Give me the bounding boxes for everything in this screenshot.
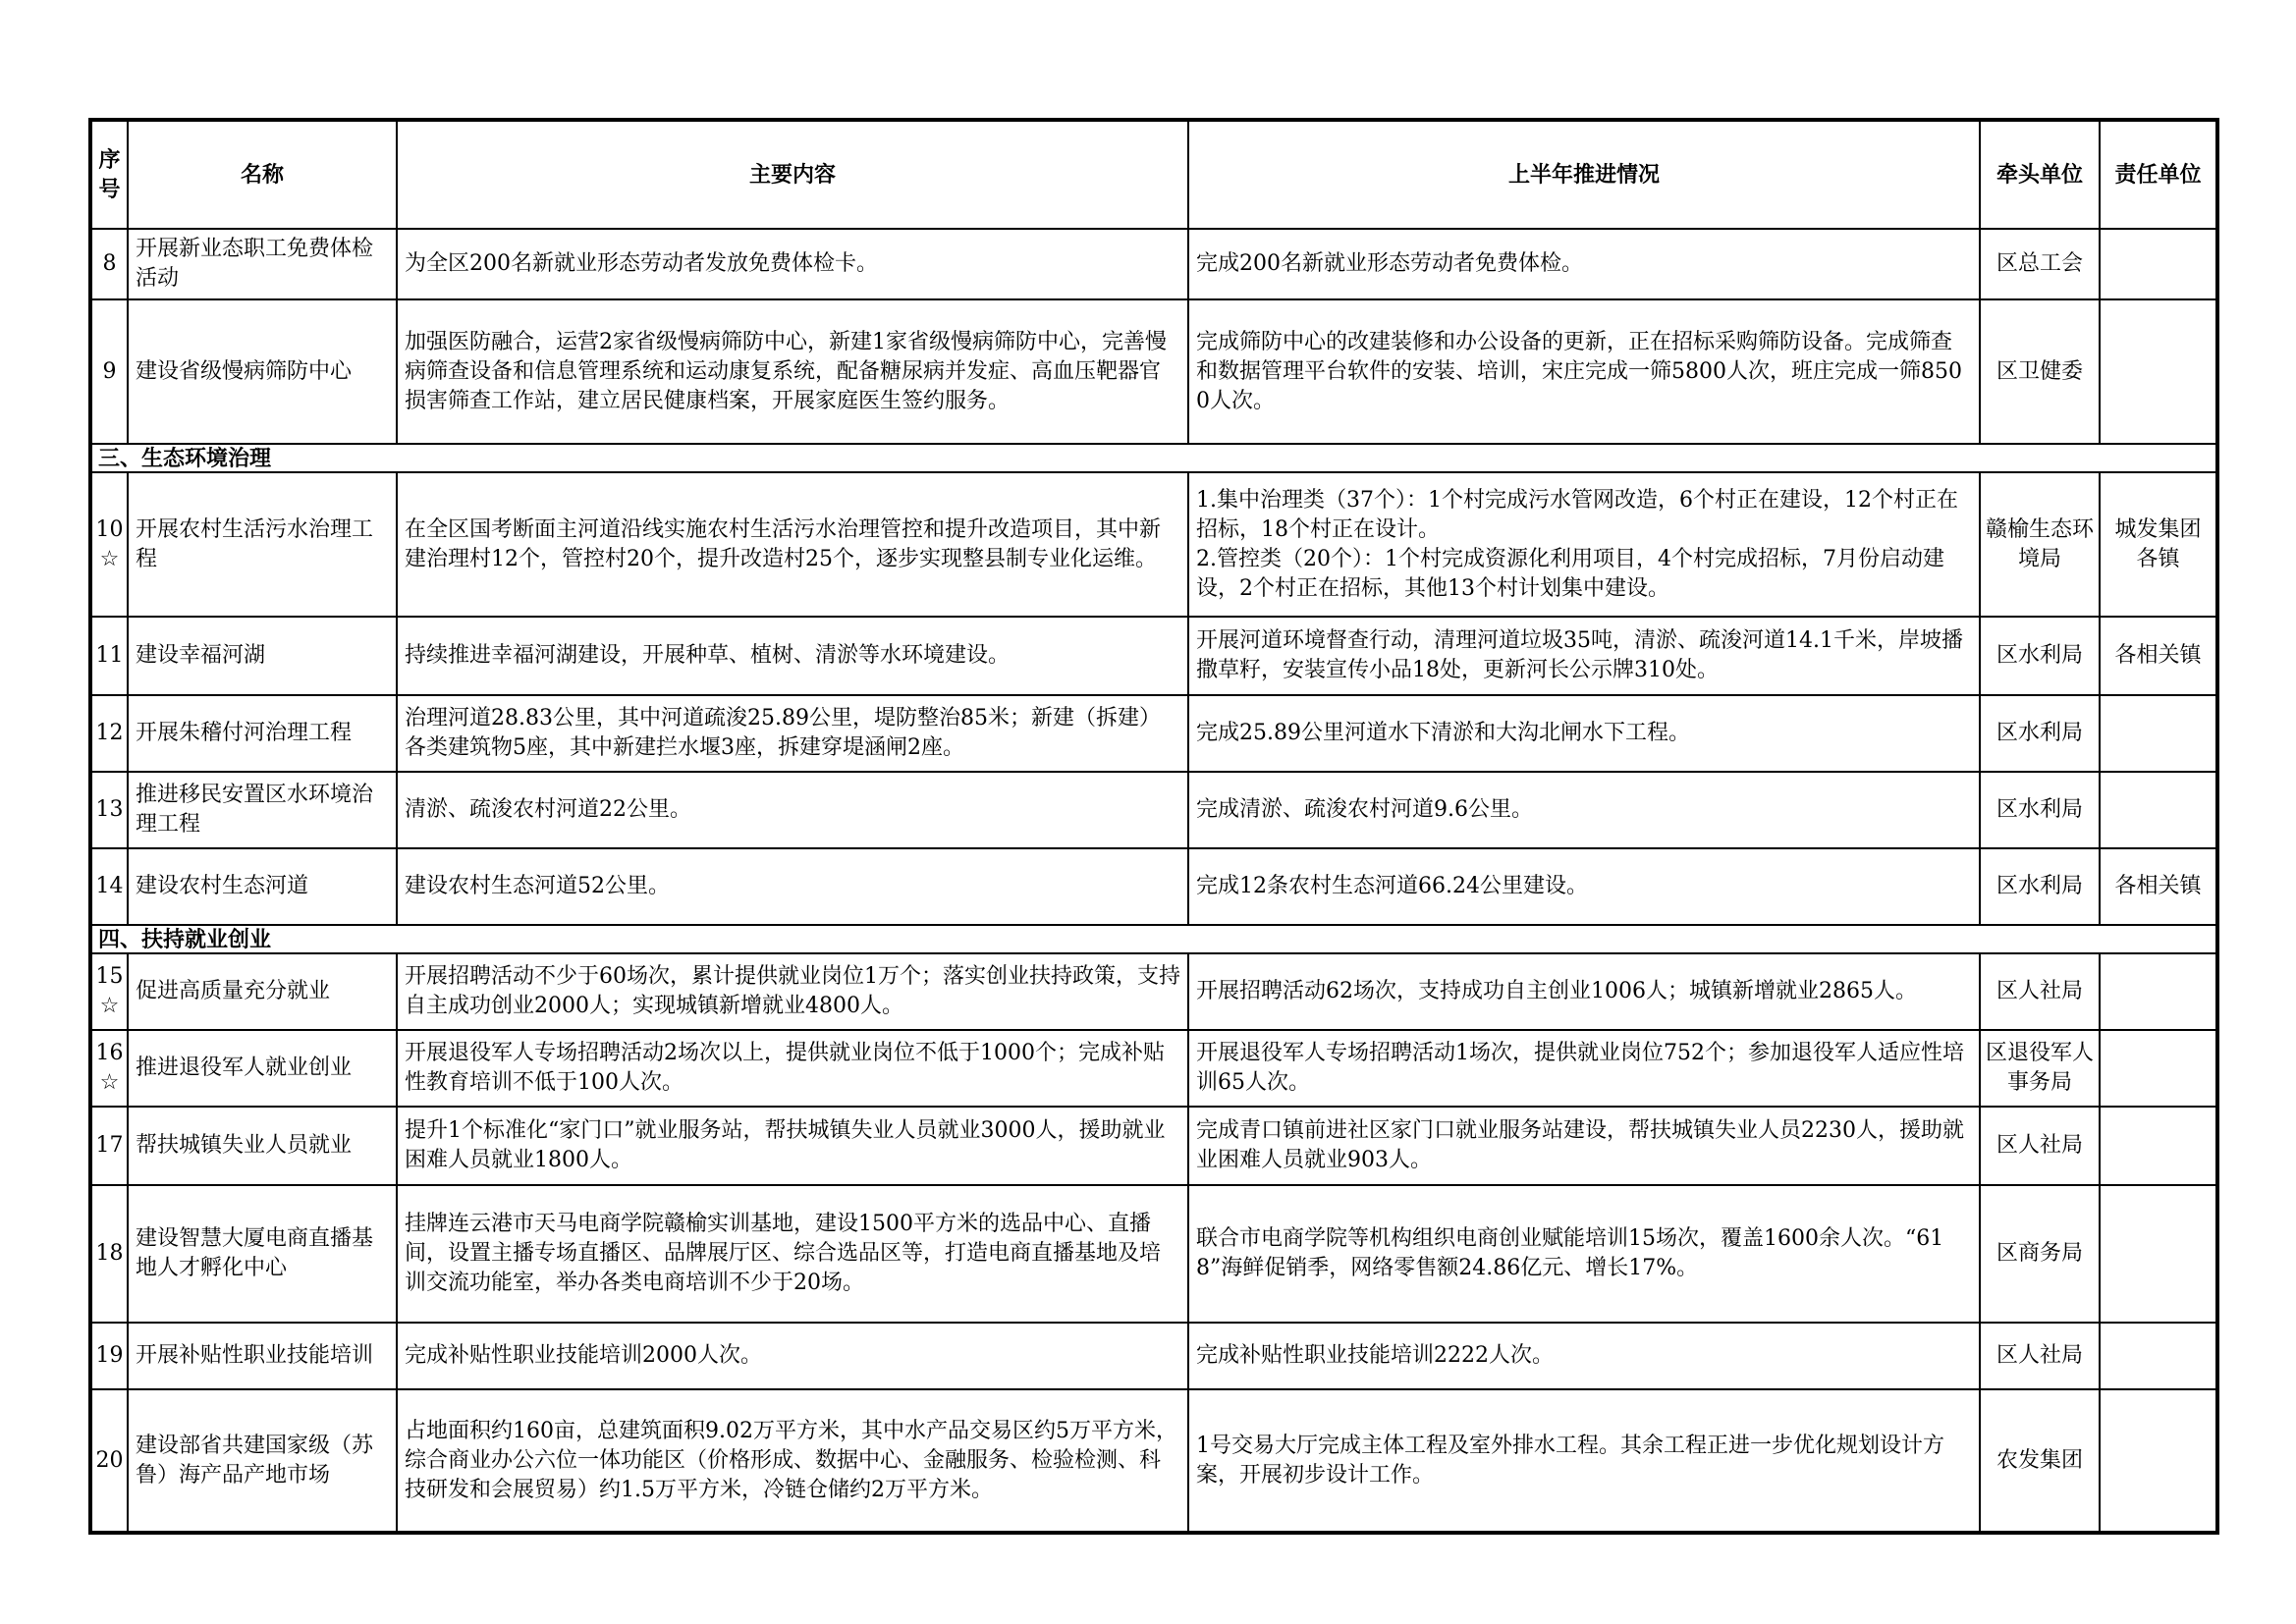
- row-lead-unit: 区商务局: [1980, 1185, 2100, 1323]
- row-name: 开展新业态职工免费体检活动: [128, 229, 397, 299]
- row-progress: 完成补贴性职业技能培训2222人次。: [1188, 1323, 1980, 1389]
- row-name: 推进退役军人就业创业: [128, 1030, 397, 1107]
- row-name: 建设农村生态河道: [128, 848, 397, 925]
- row-progress: 完成12条农村生态河道66.24公里建设。: [1188, 848, 1980, 925]
- row-name: 建设省级慢病筛防中心: [128, 299, 397, 444]
- header-lead: 牵头单位: [1980, 120, 2100, 229]
- row-content: 持续推进幸福河湖建设，开展种草、植树、清淤等水环境建设。: [397, 617, 1188, 695]
- row-progress: 完成筛防中心的改建装修和办公设备的更新，正在招标采购筛防设备。完成筛查和数据管理平台软件的安装、培训，宋庄完成一筛5800人次，班庄完成一筛8500人次。: [1188, 299, 1980, 444]
- star-icon: ☆: [99, 1070, 120, 1095]
- table-row: [90, 772, 2217, 848]
- star-icon: ☆: [99, 546, 120, 571]
- row-content: 提升1个标准化“家门口”就业服务站，帮扶城镇失业人员就业3000人，援助就业困难人员就业1800人。: [397, 1107, 1188, 1185]
- table-row: [90, 472, 2217, 617]
- section-heading: 四、扶持就业创业: [90, 925, 2217, 953]
- row-lead-unit: 区人社局: [1980, 1107, 2100, 1185]
- row-name: 促进高质量充分就业: [128, 953, 397, 1030]
- row-responsible-unit: [2100, 695, 2217, 772]
- table-row: [90, 299, 2217, 444]
- table-header-row: [90, 120, 2217, 229]
- row-lead-unit: 区人社局: [1980, 953, 2100, 1030]
- row-responsible-unit: 各相关镇: [2100, 617, 2217, 695]
- table-row: [90, 953, 2217, 1030]
- header-resp: 责任单位: [2100, 120, 2217, 229]
- row-name: 建设智慧大厦电商直播基地人才孵化中心: [128, 1185, 397, 1323]
- table-row: [90, 229, 2217, 299]
- header-seq: 序号: [90, 120, 128, 229]
- row-name: 建设幸福河湖: [128, 617, 397, 695]
- row-lead-unit: 农发集团: [1980, 1389, 2100, 1533]
- row-responsible-unit: [2100, 1030, 2217, 1107]
- row-content: 挂牌连云港市天马电商学院赣榆实训基地，建设1500平方米的选品中心、直播间，设置主播专场直播区、品牌展厅区、综合选品区等，打造电商直播基地及培训交流功能室，举办各类电商培训不少于20场。: [397, 1185, 1188, 1323]
- section-row: [90, 444, 2217, 472]
- table-row: [90, 1107, 2217, 1185]
- row-seq: 17: [90, 1107, 128, 1185]
- table-row: [90, 695, 2217, 772]
- work-plan-table: [88, 118, 2219, 1535]
- row-name: 开展朱稽付河治理工程: [128, 695, 397, 772]
- row-content: 占地面积约160亩，总建筑面积9.02万平方米，其中水产品交易区约5万平方米，综合商业办公六位一体功能区（价格形成、数据中心、金融服务、检验检测、科技研发和会展贸易）约1.5万平方米，冷链仓储约2万平方米。: [397, 1389, 1188, 1533]
- section-heading: 三、生态环境治理: [90, 444, 2217, 472]
- row-progress: 1.集中治理类（37个）：1个村完成污水管网改造，6个村正在建设，12个村正在招标，18个村正在设计。 2.管控类（20个）：1个村完成资源化利用项目，4个村完成招标，7月份启动建设，2个村正在招标，其他13个村计划集中建设。: [1188, 472, 1980, 617]
- row-name: 帮扶城镇失业人员就业: [128, 1107, 397, 1185]
- row-seq: 13: [90, 772, 128, 848]
- row-responsible-unit: [2100, 953, 2217, 1030]
- header-content: 主要内容: [397, 120, 1188, 229]
- row-progress: 完成200名新就业形态劳动者免费体检。: [1188, 229, 1980, 299]
- row-content: 在全区国考断面主河道沿线实施农村生活污水治理管控和提升改造项目，其中新建治理村12个，管控村20个，提升改造村25个，逐步实现整县制专业化运维。: [397, 472, 1188, 617]
- star-icon: ☆: [99, 994, 120, 1018]
- table-row: [90, 1389, 2217, 1533]
- row-lead-unit: 区水利局: [1980, 617, 2100, 695]
- row-seq: 8: [90, 229, 128, 299]
- row-content: 为全区200名新就业形态劳动者发放免费体检卡。: [397, 229, 1188, 299]
- row-responsible-unit: [2100, 772, 2217, 848]
- header-progress: 上半年推进情况: [1188, 120, 1980, 229]
- table-row: [90, 617, 2217, 695]
- row-seq: 12: [90, 695, 128, 772]
- row-lead-unit: 区卫健委: [1980, 299, 2100, 444]
- row-lead-unit: 区退役军人事务局: [1980, 1030, 2100, 1107]
- table-row: [90, 1185, 2217, 1323]
- row-progress: 开展退役军人专场招聘活动1场次，提供就业岗位752个；参加退役军人适应性培训65人次。: [1188, 1030, 1980, 1107]
- row-content: 治理河道28.83公里，其中河道疏浚25.89公里，堤防整治85米；新建（拆建）各类建筑物5座，其中新建拦水堰3座，拆建穿堤涵闸2座。: [397, 695, 1188, 772]
- row-name: 开展农村生活污水治理工程: [128, 472, 397, 617]
- row-lead-unit: 区人社局: [1980, 1323, 2100, 1389]
- row-content: 开展退役军人专场招聘活动2场次以上，提供就业岗位不低于1000个；完成补贴性教育培训不低于100人次。: [397, 1030, 1188, 1107]
- table-row: [90, 1030, 2217, 1107]
- row-seq: 11: [90, 617, 128, 695]
- row-name: 推进移民安置区水环境治理工程: [128, 772, 397, 848]
- table-body: [90, 229, 2217, 1533]
- row-content: 清淤、疏浚农村河道22公里。: [397, 772, 1188, 848]
- row-progress: 开展河道环境督查行动，清理河道垃圾35吨，清淤、疏浚河道14.1千米，岸坡播撒草籽，安装宣传小品18处，更新河长公示牌310处。: [1188, 617, 1980, 695]
- row-responsible-unit: [2100, 229, 2217, 299]
- row-progress: 1号交易大厅完成主体工程及室外排水工程。其余工程正进一步优化规划设计方案，开展初步设计工作。: [1188, 1389, 1980, 1533]
- header-name: 名称: [128, 120, 397, 229]
- row-lead-unit: 区总工会: [1980, 229, 2100, 299]
- row-name: 开展补贴性职业技能培训: [128, 1323, 397, 1389]
- row-content: 加强医防融合，运营2家省级慢病筛防中心，新建1家省级慢病筛防中心，完善慢病筛查设备和信息管理系统和运动康复系统，配备糖尿病并发症、高血压靶器官损害筛查工作站，建立居民健康档案，开展家庭医生签约服务。: [397, 299, 1188, 444]
- row-lead-unit: 赣榆生态环境局: [1980, 472, 2100, 617]
- row-responsible-unit: [2100, 1323, 2217, 1389]
- table-row: [90, 1323, 2217, 1389]
- row-progress: 联合市电商学院等机构组织电商创业赋能培训15场次，覆盖1600余人次。“618”海鲜促销季，网络零售额24.86亿元、增长17%。: [1188, 1185, 1980, 1323]
- row-name: 建设部省共建国家级（苏鲁）海产品产地市场: [128, 1389, 397, 1533]
- row-progress: 开展招聘活动62场次，支持成功自主创业1006人；城镇新增就业2865人。: [1188, 953, 1980, 1030]
- row-progress: 完成青口镇前进社区家门口就业服务站建设，帮扶城镇失业人员2230人，援助就业困难人员就业903人。: [1188, 1107, 1980, 1185]
- row-content: 开展招聘活动不少于60场次，累计提供就业岗位1万个；落实创业扶持政策，支持自主成功创业2000人；实现城镇新增就业4800人。: [397, 953, 1188, 1030]
- row-content: 建设农村生态河道52公里。: [397, 848, 1188, 925]
- row-seq: 10 ☆: [90, 472, 128, 617]
- row-seq: 14: [90, 848, 128, 925]
- row-progress: 完成清淤、疏浚农村河道9.6公里。: [1188, 772, 1980, 848]
- row-content: 完成补贴性职业技能培训2000人次。: [397, 1323, 1188, 1389]
- row-lead-unit: 区水利局: [1980, 695, 2100, 772]
- table-row: [90, 848, 2217, 925]
- row-responsible-unit: [2100, 1107, 2217, 1185]
- row-seq: 16 ☆: [90, 1030, 128, 1107]
- work-plan-table-sheet: [88, 118, 2215, 1535]
- row-progress: 完成25.89公里河道水下清淤和大沟北闸水下工程。: [1188, 695, 1980, 772]
- row-seq: 9: [90, 299, 128, 444]
- row-seq: 20: [90, 1389, 128, 1533]
- row-lead-unit: 区水利局: [1980, 772, 2100, 848]
- row-lead-unit: 区水利局: [1980, 848, 2100, 925]
- section-row: [90, 925, 2217, 953]
- row-responsible-unit: [2100, 299, 2217, 444]
- row-seq: 18: [90, 1185, 128, 1323]
- row-seq: 19: [90, 1323, 128, 1389]
- row-seq: 15 ☆: [90, 953, 128, 1030]
- row-responsible-unit: [2100, 1389, 2217, 1533]
- row-responsible-unit: 城发集团各镇: [2100, 472, 2217, 617]
- row-responsible-unit: [2100, 1185, 2217, 1323]
- row-responsible-unit: 各相关镇: [2100, 848, 2217, 925]
